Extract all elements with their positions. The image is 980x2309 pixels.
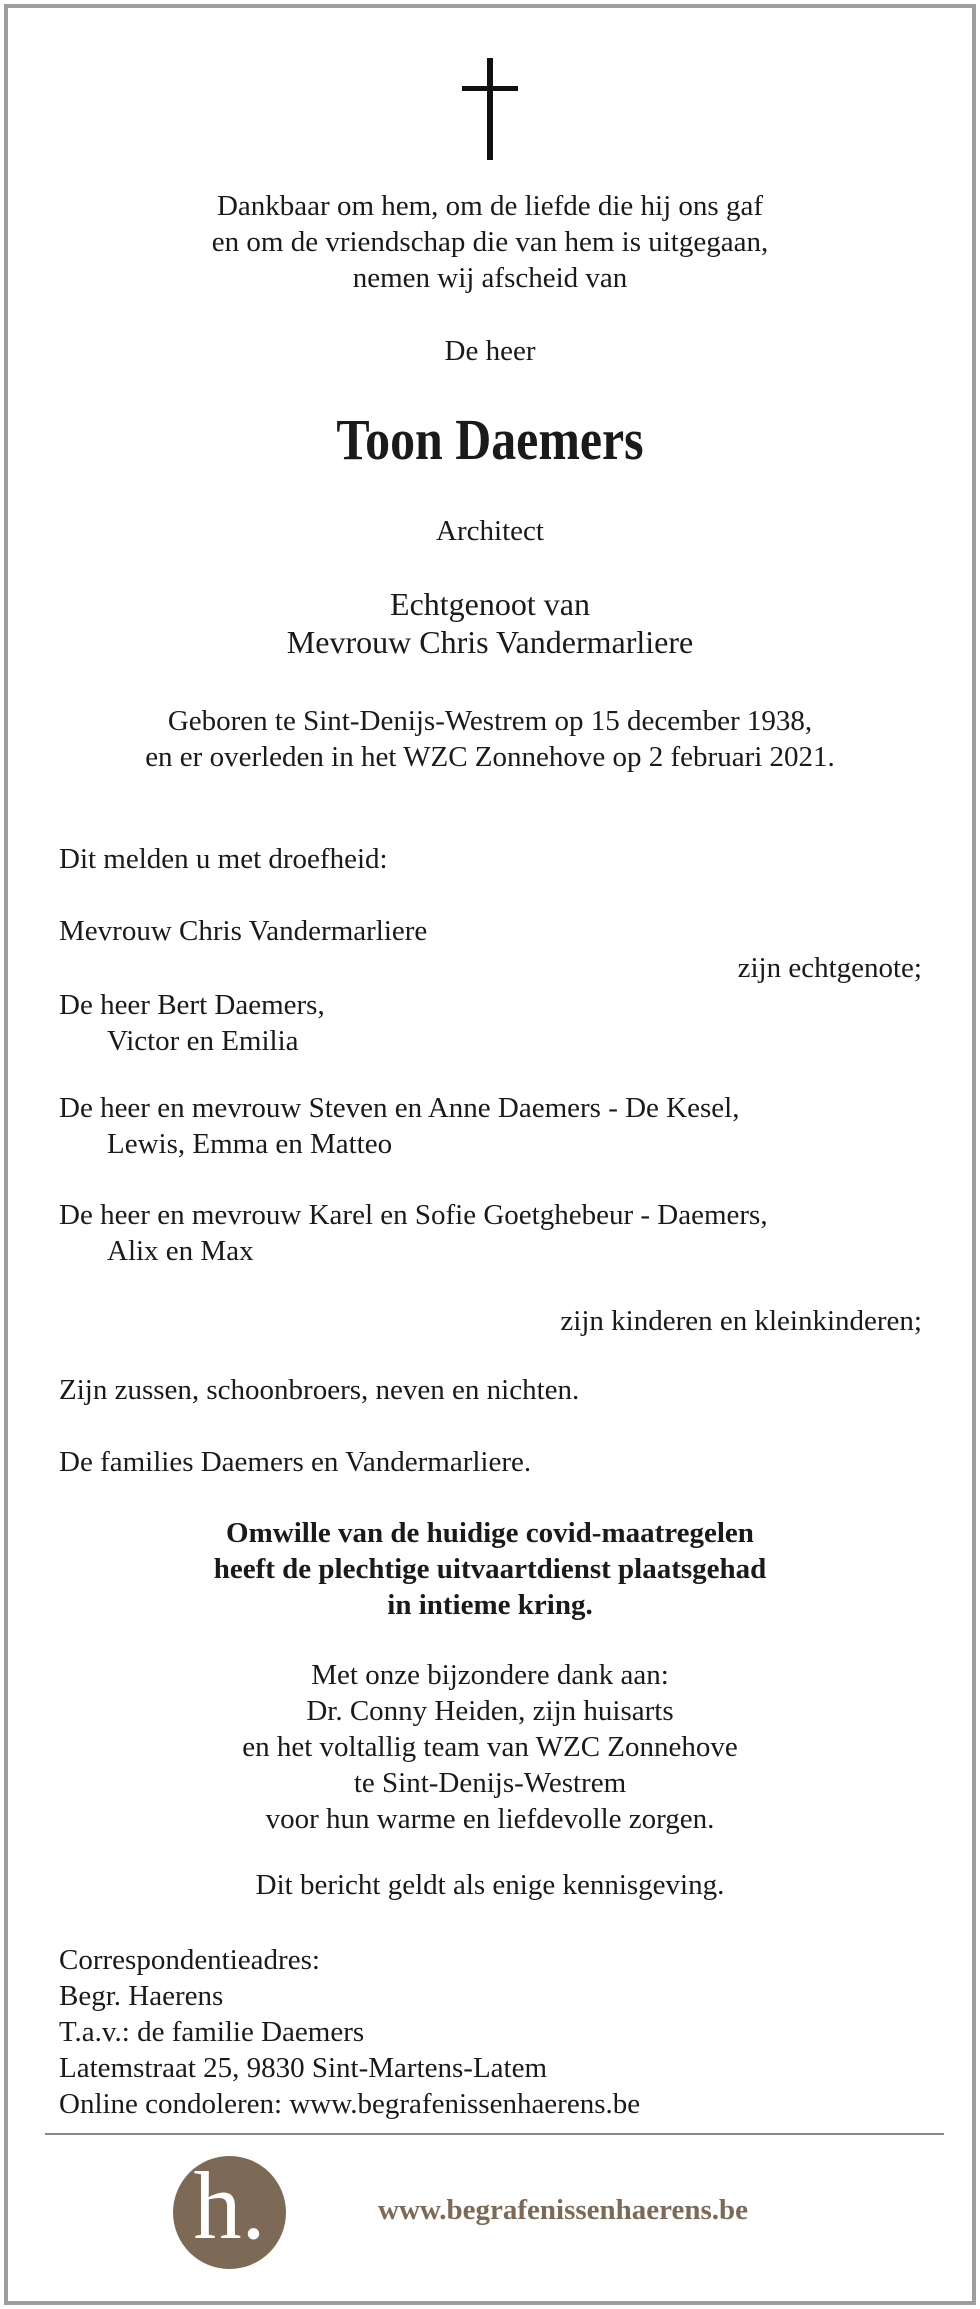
intro-line: Dankbaar om hem, om de liefde die hij ons gaf bbox=[216, 190, 763, 222]
children-role: zijn kinderen en kleinkinderen; bbox=[560, 1305, 922, 1337]
child-parents: De heer Bert Daemers, bbox=[59, 989, 325, 1021]
families-text: De families Daemers en Vandermarliere. bbox=[59, 1446, 532, 1478]
birth-line: Geboren te Sint-Denijs-Westrem op 15 december 1938, bbox=[167, 705, 813, 737]
covid-line: Omwille van de huidige covid-maatregelen bbox=[226, 1517, 754, 1549]
correspondence-line: T.a.v.: de familie Daemers bbox=[59, 2016, 365, 2048]
notice-text: Dit bericht geldt als enige kennisgeving. bbox=[255, 1869, 725, 1901]
siblings-text: Zijn zussen, schoonbroers, neven en nichten. bbox=[59, 1374, 580, 1406]
grandchildren: Alix en Max bbox=[107, 1235, 254, 1267]
intro-line: en om de vriendschap die van hem is uitgegaan, bbox=[211, 226, 769, 258]
death-line: en er overleden in het WZC Zonnehove op 2 februari 2021. bbox=[145, 741, 835, 773]
thanks-line: te Sint-Denijs-Westrem bbox=[353, 1767, 627, 1799]
condolence-link[interactable]: Online condoleren: www.begrafenissenhaerens.be bbox=[59, 2088, 641, 2120]
child-family bbox=[59, 1197, 768, 1269]
intro-line: nemen wij afscheid van bbox=[352, 262, 628, 294]
grandchildren: Lewis, Emma en Matteo bbox=[107, 1128, 393, 1160]
cross-icon bbox=[462, 58, 518, 160]
covid-line: heeft de plechtige uitvaartdienst plaatsgehad bbox=[213, 1553, 767, 1585]
correspondence-address: Latemstraat 25, 9830 Sint-Martens-Latem bbox=[59, 2052, 548, 2084]
profession: Architect bbox=[436, 515, 544, 547]
child-family bbox=[59, 1090, 739, 1162]
thanks-line: en het voltallig team van WZC Zonnehove bbox=[242, 1731, 738, 1763]
announce-text: Dit melden u met droefheid: bbox=[59, 843, 388, 875]
covid-line: in intieme kring. bbox=[387, 1589, 593, 1621]
child-family bbox=[59, 987, 325, 1059]
haerens-logo bbox=[173, 2152, 286, 2269]
wife-name: Mevrouw Chris Vandermarliere bbox=[59, 915, 428, 947]
thanks-line: Dr. Conny Heiden, zijn huisarts bbox=[306, 1695, 674, 1727]
intro-text bbox=[0, 188, 980, 296]
spouse-block bbox=[0, 585, 980, 661]
wife-role: zijn echtgenote; bbox=[737, 952, 922, 984]
thanks-line: Met onze bijzondere dank aan: bbox=[311, 1659, 669, 1691]
birth-death bbox=[0, 703, 980, 775]
footer-website-link[interactable]: www.begrafenissenhaerens.be bbox=[378, 2194, 749, 2226]
correspondence-heading: Correspondentieadres: bbox=[59, 1944, 320, 1976]
spouse-line: Mevrouw Chris Vandermarliere bbox=[286, 624, 694, 660]
deceased-name: Toon Daemers bbox=[336, 407, 644, 472]
title-prefix: De heer bbox=[444, 335, 536, 367]
spouse-line: Echtgenoot van bbox=[390, 586, 590, 622]
divider bbox=[45, 2133, 944, 2135]
grandchildren: Victor en Emilia bbox=[107, 1025, 299, 1057]
covid-notice bbox=[0, 1515, 980, 1623]
correspondence-line: Begr. Haerens bbox=[59, 1980, 224, 2012]
child-parents: De heer en mevrouw Steven en Anne Daemers - De Kesel, bbox=[59, 1092, 740, 1124]
thanks-block bbox=[0, 1657, 980, 1837]
logo-letter: h. bbox=[193, 2152, 266, 2259]
correspondence-block bbox=[59, 1942, 640, 2122]
child-parents: De heer en mevrouw Karel en Sofie Goetghebeur - Daemers, bbox=[59, 1199, 768, 1231]
thanks-line: voor hun warme en liefdevolle zorgen. bbox=[265, 1803, 715, 1835]
